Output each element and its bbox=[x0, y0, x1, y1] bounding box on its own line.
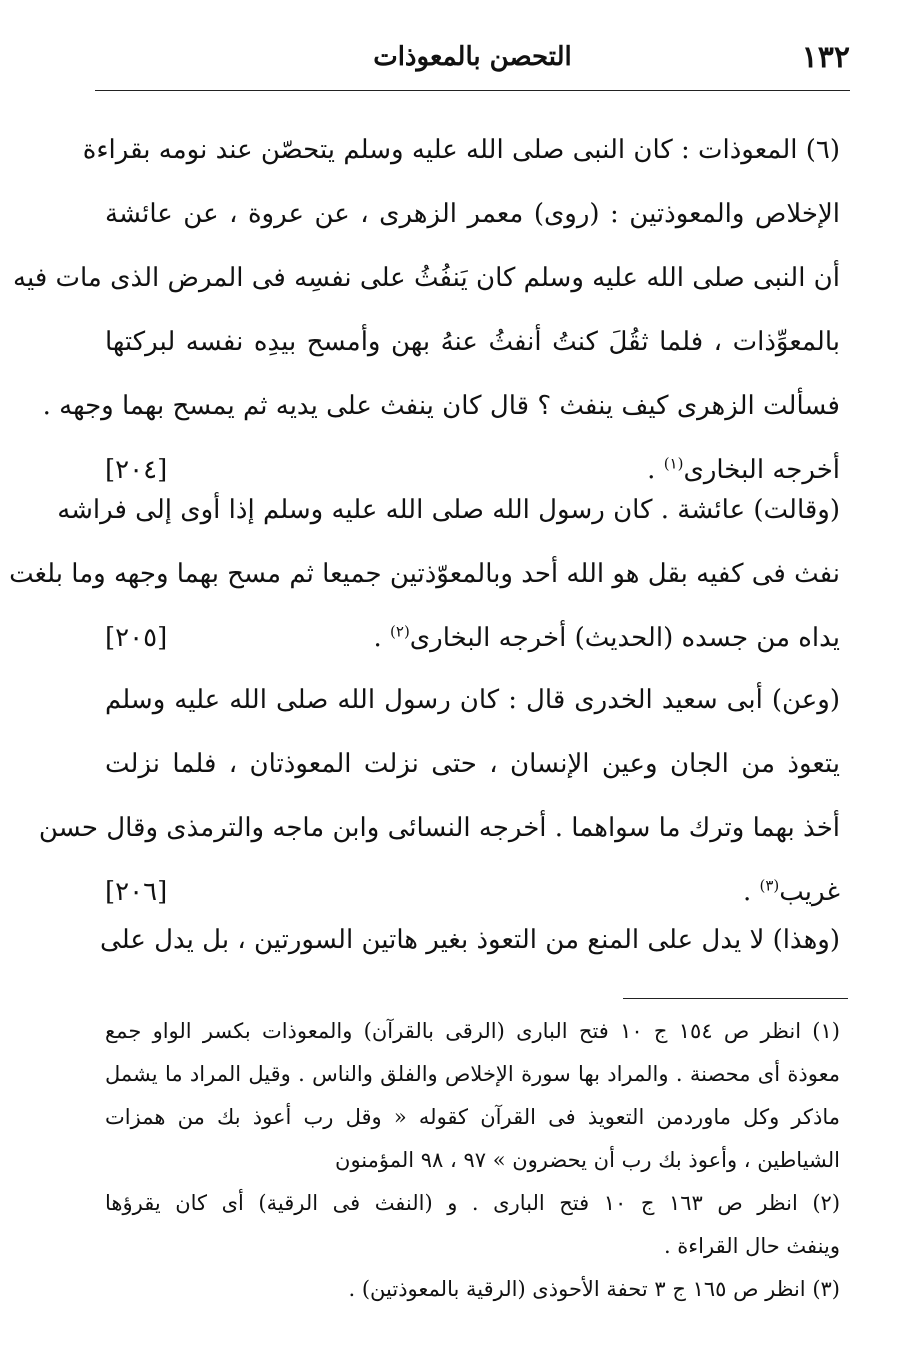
hadith-reference-number: [٢٠٦] bbox=[105, 877, 168, 907]
footnote-mark[interactable]: (٣) bbox=[759, 876, 780, 895]
text-line: (وعن) أبى سعيد الخدرى قال : كان رسول الله صلى الله عليه وسلم bbox=[105, 685, 840, 715]
text-line: أخذ بهما وترك ما سواهما . أخرجه النسائى وابن ماجه والترمذى وقال حسن bbox=[38, 813, 840, 843]
header-rule bbox=[95, 90, 850, 91]
text-line: بالمعوِّذات ، فلما ثقُلَ كنتُ أنفثُ عنهُ بهن وأمسح بيدِه نفسه لبركتها bbox=[105, 327, 840, 357]
line-text: يداه من جسده (الحديث) أخرجه البخارى bbox=[409, 623, 840, 653]
end-punctuation: . bbox=[742, 877, 760, 907]
line-text: أخرجه البخارى bbox=[683, 455, 840, 485]
footnotes bbox=[105, 1010, 840, 1311]
hadith-reference-number: [٢٠٥] bbox=[105, 623, 168, 653]
footnote-2-line: (٢) انظر ص ١٦٣ ج ١٠ فتح البارى . و (النفث فى الرقية) أى كان يقرؤها bbox=[105, 1191, 841, 1215]
page-header bbox=[95, 38, 850, 78]
line-text: غريب bbox=[779, 877, 840, 907]
footnote-separator bbox=[623, 998, 848, 999]
hadith-reference-number: [٢٠٤] bbox=[105, 455, 168, 485]
text-line: (وهذا) لا يدل على المنع من التعوذ بغير هاتين السورتين ، بل يدل على bbox=[100, 925, 840, 955]
text-line: نفث فى كفيه بقل هو الله أحد وبالمعوّذتين جميعا ثم مسح بهما وجهه وما بلغت bbox=[9, 559, 840, 589]
footnote-1-line: (١) انظر ص ١٥٤ ج ١٠ فتح البارى (الرقى بالقرآن) والمعوذات بكسر الواو جمع bbox=[105, 1019, 840, 1043]
footnote-1-line: الشياطين ، وأعوذ بك رب أن يحضرون » ٩٧ ، ٩٨ المؤمنون bbox=[335, 1148, 840, 1172]
text-line: (٦) المعوذات : كان النبى صلى الله عليه وسلم يتحصّن عند نومه بقراءة bbox=[82, 135, 840, 165]
paragraph-3 bbox=[38, 668, 840, 924]
text-line: الإخلاص والمعوذتين : (روى) معمر الزهرى ، عن عروة ، عن عائشة bbox=[105, 199, 840, 229]
text-line: أن النبى صلى الله عليه وسلم كان يَنفُثُ على نفسِه فى المرض الذى مات فيه bbox=[13, 263, 840, 293]
text-line: فسألت الزهرى كيف ينفث ؟ قال كان ينفث على يديه ثم يمسح بهما وجهه . bbox=[42, 391, 840, 421]
end-punctuation: . bbox=[373, 623, 391, 653]
paragraph-4 bbox=[100, 908, 840, 972]
text-line: (وقالت) عائشة . كان رسول الله صلى الله عليه وسلم إذا أوى إلى فراشه bbox=[57, 495, 840, 525]
paragraph-1 bbox=[13, 118, 840, 502]
text-line-last bbox=[105, 606, 840, 670]
footnote-3-line: (٣) انظر ص ١٦٥ ج ٣ تحفة الأحوذى (الرقية بالمعوذتين) . bbox=[348, 1277, 840, 1301]
end-punctuation: . bbox=[647, 455, 664, 485]
footnote-mark[interactable]: (١) bbox=[663, 454, 684, 473]
footnote-1-line: معوذة أى محصنة . والمراد بها سورة الإخلاص والفلق والناس . وقيل المراد ما يشمل bbox=[105, 1062, 840, 1086]
page-number: ١٣٢ bbox=[801, 40, 850, 75]
running-title: التحصن بالمعوذات bbox=[373, 42, 572, 72]
footnote-1-line: ماذكر وكل ماوردمن التعويذ فى القرآن كقوله « وقل رب أعوذ بك من همزات bbox=[105, 1105, 840, 1129]
footnote-mark[interactable]: (٢) bbox=[390, 622, 410, 641]
text-line: يتعوذ من الجان وعين الإنسان ، حتى نزلت المعوذتان ، فلما نزلت bbox=[105, 749, 840, 779]
paragraph-2 bbox=[9, 478, 840, 670]
footnote-2-line: وينفث حال القراءة . bbox=[663, 1234, 840, 1258]
